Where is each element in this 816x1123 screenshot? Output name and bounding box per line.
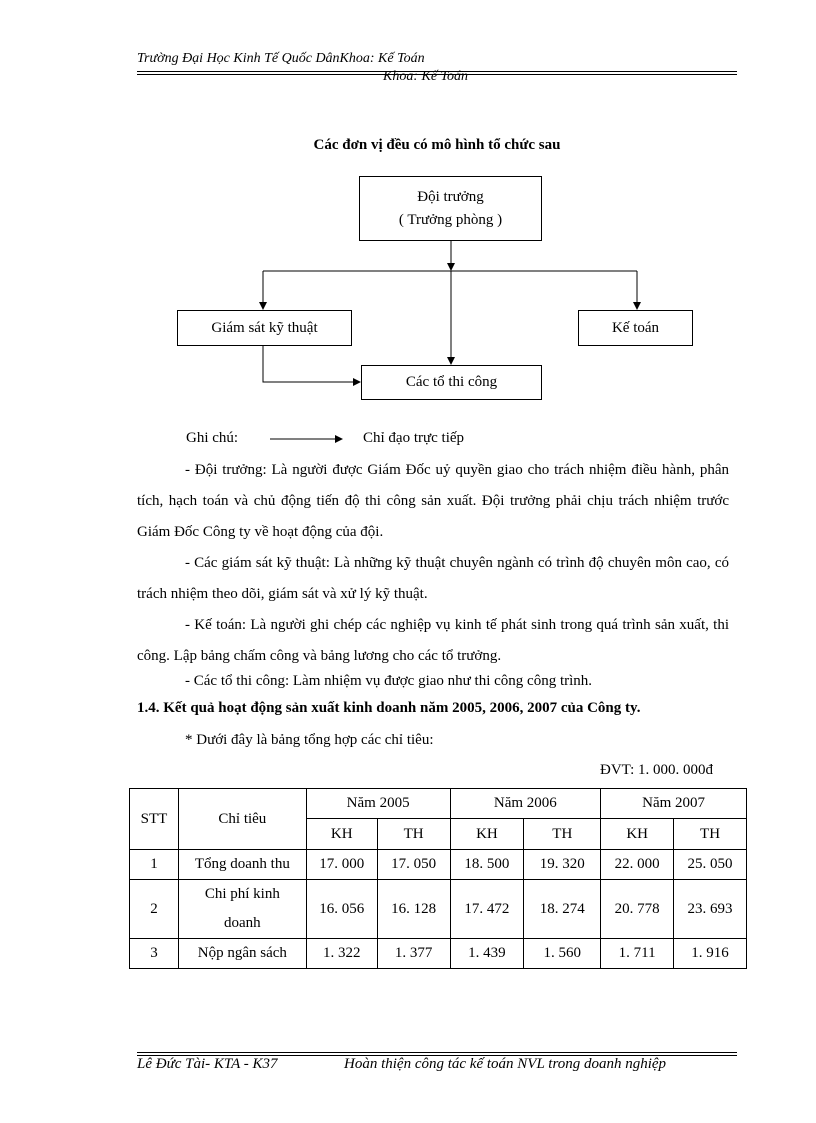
- cell-stt: 1: [130, 850, 179, 880]
- cell-value: 1. 711: [601, 939, 674, 969]
- paragraph-team-leader: - Đội trưởng: Là người được Giám Đốc uỷ quyền giao cho trách nhiệm điều hành, phân tích, hạch toán và chủ động tiến độ thi công sản xuất. Đội trưởng phải chịu trách nhiệm trước Giám Đốc Công ty về hoạt động của đội.: [137, 462, 729, 540]
- footer-rule-top: [137, 1052, 737, 1053]
- results-table: [129, 788, 747, 969]
- footer-author: Lê Đức Tài- KTA - K37: [137, 1056, 278, 1072]
- paragraph-supervisor: - Các giám sát kỹ thuật: Là những kỹ thuật chuyên ngành có trình độ chuyên môn cao, có trách nhiệm theo dõi, giám sát và xử lý kỹ thuật.: [137, 555, 729, 602]
- subheader-plan: KH: [601, 819, 674, 850]
- cell-stt: 2: [130, 880, 179, 939]
- footer-topic: Hoàn thiện công tác kế toán NVL trong doanh nghiệp: [344, 1056, 667, 1072]
- cell-indicator: Tổng doanh thu: [178, 850, 306, 880]
- diagram-title: Các đơn vị đều có mô hình tổ chức sau: [313, 137, 561, 153]
- cell-value: 22. 000: [601, 850, 674, 880]
- header-year-2005: Năm 2005: [306, 789, 450, 819]
- cell-value: 25. 050: [674, 850, 747, 880]
- connector-supervisor-to-crews: [263, 345, 360, 382]
- unit-label: ĐVT: 1. 000. 000đ: [600, 762, 713, 778]
- header-year-2006: Năm 2006: [450, 789, 601, 819]
- table-row: [130, 939, 747, 969]
- cell-value: 1. 439: [450, 939, 524, 969]
- cell-value: 18. 500: [450, 850, 524, 880]
- paragraph-accountant: - Kế toán: Là người ghi chép các nghiệp vụ kinh tế phát sinh trong quá trình sản xuất, thi công. Lập bảng chấm công và bảng lương cho các tổ trưởng.: [137, 617, 729, 664]
- header-department: Khoa: Kế Toán: [383, 69, 469, 84]
- subheader-actual: TH: [674, 819, 747, 850]
- subheader-actual: TH: [524, 819, 601, 850]
- cell-indicator: Nộp ngân sách: [178, 939, 306, 969]
- subheader-actual: TH: [377, 819, 450, 850]
- box-supervisor: Giám sát kỹ thuật: [177, 310, 352, 346]
- section-intro: * Dưới đây là bảng tổng hợp các chỉ tiêu:: [185, 732, 434, 748]
- box-team-leader-subtitle: ( Trưởng phòng ): [398, 211, 503, 228]
- table-row: [130, 850, 747, 880]
- cell-value: 17. 050: [377, 850, 450, 880]
- cell-value: 1. 916: [674, 939, 747, 969]
- box-accountant: Kế toán: [578, 310, 693, 346]
- subheader-plan: KH: [306, 819, 377, 850]
- table-row: [130, 880, 747, 939]
- cell-value: 1. 322: [306, 939, 377, 969]
- header-year-2007: Năm 2007: [601, 789, 747, 819]
- cell-stt: 3: [130, 939, 179, 969]
- section-heading: 1.4. Kết quả hoạt động sản xuất kinh doanh năm 2005, 2006, 2007 của Công ty.: [137, 700, 641, 716]
- header-indicator: Chỉ tiêu: [178, 789, 306, 850]
- header-stt: STT: [130, 789, 179, 850]
- cell-value: 18. 274: [524, 880, 601, 939]
- cell-value: 17. 000: [306, 850, 377, 880]
- cell-value: 16. 128: [377, 880, 450, 939]
- cell-value: 1. 377: [377, 939, 450, 969]
- cell-value: 19. 320: [524, 850, 601, 880]
- cell-value: 23. 693: [674, 880, 747, 939]
- legend-label: Ghi chú:: [186, 430, 239, 446]
- box-construction-crews: Các tổ thi công: [361, 365, 542, 400]
- cell-value: 20. 778: [601, 880, 674, 939]
- paragraph-crews: - Các tổ thi công: Làm nhiệm vụ được giao như thi công công trình.: [185, 673, 593, 689]
- box-team-leader: [359, 176, 542, 241]
- cell-indicator: Chi phí kinh doanh: [178, 880, 306, 939]
- cell-value: 17. 472: [450, 880, 524, 939]
- cell-value: 1. 560: [524, 939, 601, 969]
- legend-meaning: Chỉ đạo trực tiếp: [363, 430, 465, 446]
- header-school: Trường Đại Học Kinh Tế Quốc DânKhoa: Kế Toán: [137, 51, 425, 66]
- subheader-plan: KH: [450, 819, 524, 850]
- box-team-leader-title: Đội trưởng: [417, 189, 484, 205]
- cell-value: 16. 056: [306, 880, 377, 939]
